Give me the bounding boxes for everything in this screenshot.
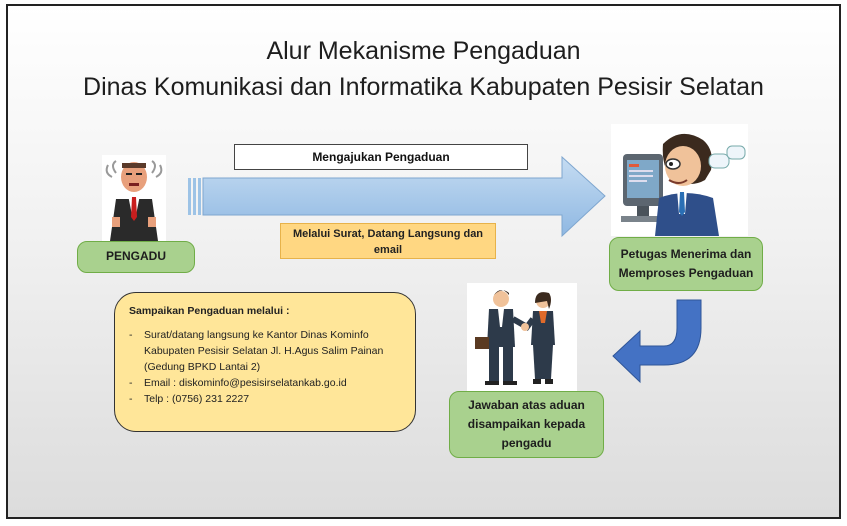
contact-info-box [114, 292, 416, 432]
petugas-box: Petugas Menerima dan Memproses Pengaduan [609, 237, 763, 291]
contact-info-item-office: - Surat/datang langsung ke Kantor Dinas Kominfo Kabupaten Pesisir Selatan Jl. H.Agus Salim Painan (Gedung BPKD Lantai 2) [129, 327, 401, 375]
pengadu-box: PENGADU [77, 241, 195, 273]
contact-info-item-email: - Email : diskominfo@pesisirselatankab.go.id [129, 375, 401, 391]
submit-complaint-label: Mengajukan Pengaduan [234, 144, 528, 170]
angry-man-icon [102, 155, 166, 241]
contact-info-item-phone: - Telp : (0756) 231 2227 [129, 391, 401, 407]
pengadu-picture [102, 155, 166, 241]
computer-worker-icon [611, 124, 748, 236]
title-line-1: Alur Mekanisme Pengaduan [266, 37, 581, 65]
handshake-icon [467, 283, 577, 391]
title-line-2: Dinas Komunikasi dan Informatika Kabupaten Pesisir Selatan [83, 73, 764, 101]
channel-label: Melalui Surat, Datang Langsung dan email [280, 223, 496, 259]
contact-info-list [129, 327, 401, 407]
handshake-picture [467, 283, 577, 391]
petugas-picture [611, 124, 748, 236]
contact-info-heading: Sampaikan Pengaduan melalui : [129, 305, 290, 317]
jawaban-box: Jawaban atas aduan disampaikan kepada pengadu [449, 391, 604, 458]
return-arrow [613, 300, 701, 382]
